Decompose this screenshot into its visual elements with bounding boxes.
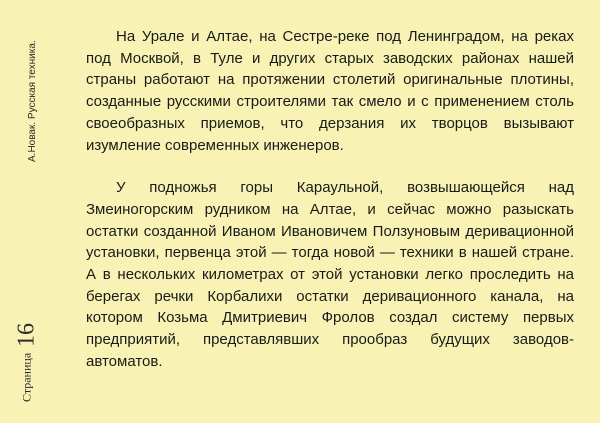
page-number: 16: [13, 322, 40, 347]
body-text: [86, 26, 574, 373]
paragraph-2: У подножья горы Караульной, возвышающейся над Змеиногорским рудником на Алтае, и сейчас можно разыскать остатки созданной Иваном Ивановичем Ползуновым деривационной установки, первенца этой — тогда новой — техники в нашей стране. А в нескольких километрах от этой установки легко проследить на берегах речки Корбалихи остатки деривационного канала, на котором Козьма Дмитриевич Фролов создал систему первых предприятий, представлявших прообраз будущих заводов-автоматов.: [86, 179, 574, 370]
running-header-author-title: А.Новак. Русская техника.: [27, 40, 38, 162]
paragraph-1: На Урале и Алтае, на Сестре-реке под Ленинградом, на реках под Москвой, в Туле и других старых заводских районах нашей страны работают на протяжении столетий оригинальные плотины, созданные русскими строителями так смело и с применением столь своеобразных приемов, что дерзания их творцов вызывают изумление современных инженеров.: [86, 28, 574, 154]
page-label: Страница: [19, 352, 34, 402]
page-number-block: [12, 292, 42, 402]
